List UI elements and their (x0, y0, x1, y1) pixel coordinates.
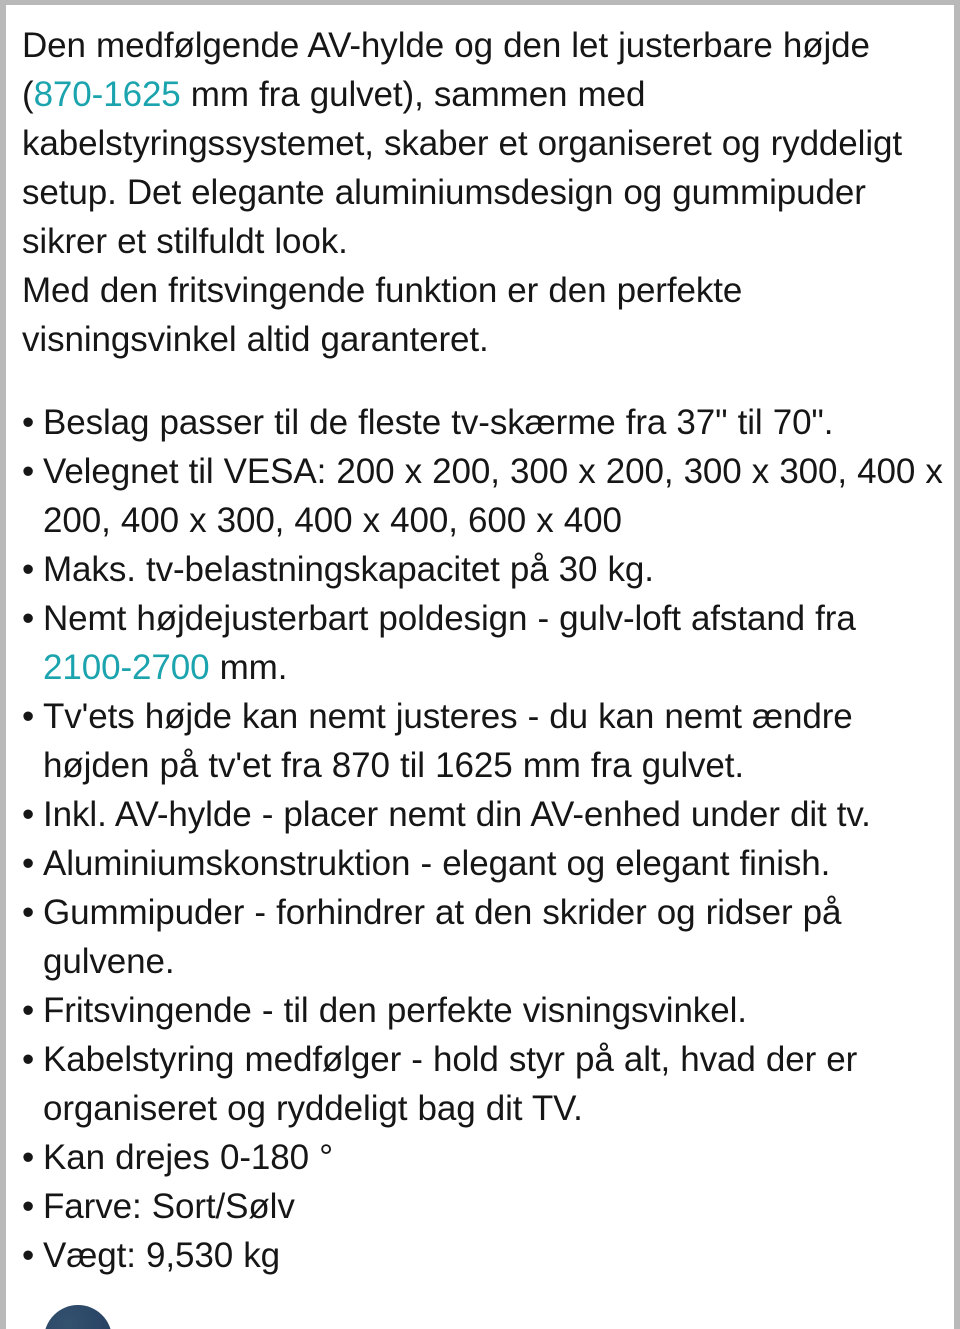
list-item (22, 790, 944, 839)
text-run: Aluminiumskonstruktion - elegant og elegant finish. (43, 844, 831, 883)
text-run: Farve: Sort/Sølv (43, 1187, 295, 1226)
list-item (22, 447, 944, 545)
text-run: Kan drejes 0-180 ° (43, 1138, 333, 1177)
list-item (22, 986, 944, 1035)
bullet-icon: • (22, 1138, 35, 1177)
bullet-icon: • (22, 893, 35, 932)
text-run: Nemt højdejusterbart poldesign - gulv-loft afstand fra (43, 599, 856, 638)
text-run: Velegnet til VESA: 200 x 200, 300 x 200, 300 x 300, 400 x 200, 400 x 300, 400 x 400, 600 x 400 (43, 452, 943, 540)
list-item (22, 1182, 944, 1231)
bullet-icon: • (22, 452, 35, 491)
text-run: Fritsvingende - til den perfekte visningsvinkel. (43, 991, 747, 1030)
text-run: Gummipuder - forhindrer at den skrider og ridser på gulvene. (43, 893, 842, 981)
list-item (22, 888, 944, 986)
product-description-page (6, 5, 954, 1329)
bullet-icon: • (22, 403, 35, 442)
list-item (22, 398, 944, 447)
floating-action-button[interactable] (44, 1305, 112, 1329)
bullet-icon: • (22, 697, 35, 736)
text-run: Den medfølgende AV-hylde og den let justerbare højde ( (22, 26, 870, 114)
bullet-icon: • (22, 1187, 35, 1226)
description-content (22, 21, 944, 1280)
intro-paragraph (22, 266, 944, 364)
text-run: Kabelstyring medfølger - hold styr på alt, hvad der er organiseret og ryddeligt bag dit TV. (43, 1040, 858, 1128)
feature-bullet-list (22, 398, 944, 1280)
bullet-icon: • (22, 991, 35, 1030)
bullet-icon: • (22, 1236, 35, 1275)
list-item (22, 1035, 944, 1133)
intro-paragraph (22, 21, 944, 266)
text-run: mm fra gulvet), sammen med kabelstyringssystemet, skaber et organiseret og ryddeligt setup. Det elegante aluminiumsdesign og gummipuder sikrer et stilfuldt look. (22, 75, 903, 261)
list-item (22, 692, 944, 790)
text-run: Beslag passer til de fleste tv-skærme fra 37" til 70". (43, 403, 834, 442)
bullet-icon: • (22, 1040, 35, 1079)
text-run: Tv'ets højde kan nemt justeres - du kan nemt ændre højden på tv'et fra 870 til 1625 mm fra gulvet. (43, 697, 853, 785)
bullet-icon: • (22, 844, 35, 883)
list-item (22, 594, 944, 692)
text-run: Inkl. AV-hylde - placer nemt din AV-enhed under dit tv. (43, 795, 871, 834)
paragraph-spacer (22, 364, 944, 398)
list-item (22, 1231, 944, 1280)
list-item (22, 839, 944, 888)
text-run: Maks. tv-belastningskapacitet på 30 kg. (43, 550, 654, 589)
list-item (22, 545, 944, 594)
text-run: mm. (209, 648, 288, 687)
bullet-icon: • (22, 599, 35, 638)
text-run: Vægt: 9,530 kg (43, 1236, 280, 1275)
bullet-icon: • (22, 795, 35, 834)
intro-paragraph-group (22, 21, 944, 364)
list-item (22, 1133, 944, 1182)
highlighted-measurement: 2100-2700 (43, 648, 210, 687)
bullet-icon: • (22, 550, 35, 589)
highlighted-measurement: 870-1625 (33, 75, 181, 114)
text-run: Med den fritsvingende funktion er den perfekte visningsvinkel altid garanteret. (22, 271, 743, 359)
